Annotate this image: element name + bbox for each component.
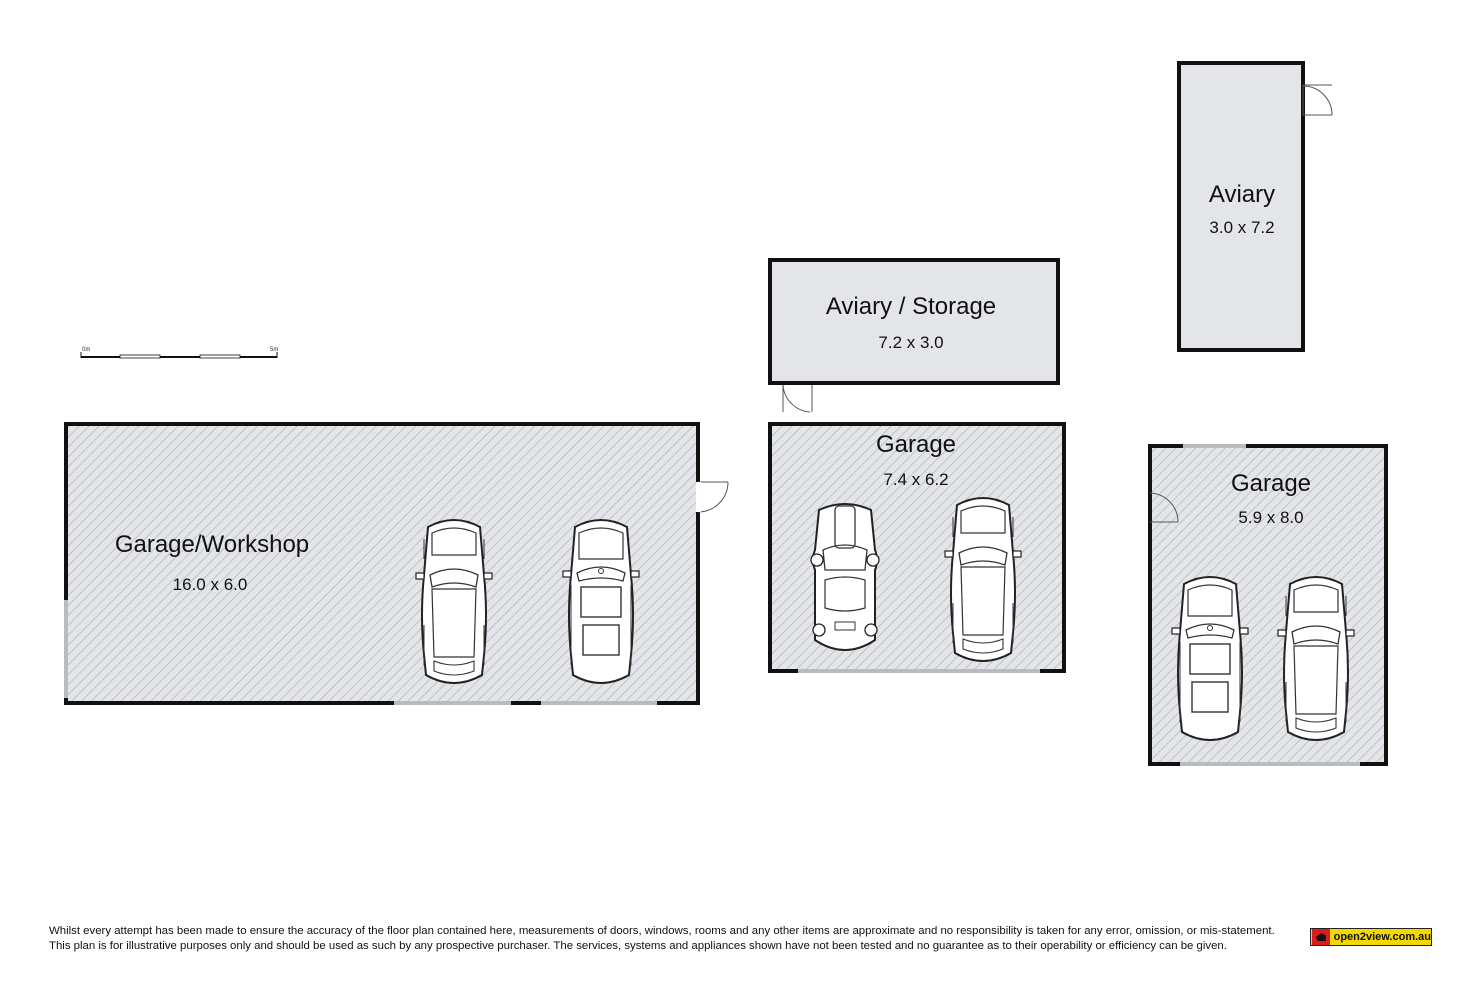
disclaimer-line-2: This plan is for illustrative purposes only and should be used as such by any prospective purchaser. The services, systems and appliances shown have not been tested and no guarantee as to their operability or efficiency can be given. bbox=[49, 940, 1227, 952]
room-garage-middle bbox=[770, 424, 1064, 671]
car-icon bbox=[945, 498, 1021, 661]
room-aviary bbox=[1179, 63, 1332, 350]
disclaimer bbox=[49, 924, 1299, 954]
room-garage-workshop bbox=[66, 424, 728, 703]
scale-start-label: 0m bbox=[82, 347, 91, 353]
room-name-garage-right: Garage bbox=[1230, 470, 1312, 497]
door-swing-icon bbox=[1303, 85, 1332, 115]
logo-mark-icon bbox=[1312, 929, 1330, 945]
room-name-garage-workshop: Garage/Workshop bbox=[114, 531, 310, 558]
room-aviary-storage bbox=[770, 260, 1058, 412]
car-icon bbox=[811, 504, 879, 650]
room-name-garage-middle: Garage bbox=[875, 431, 957, 458]
door-swing-icon bbox=[783, 385, 812, 412]
room-name-aviary-storage: Aviary / Storage bbox=[825, 293, 997, 320]
scale-end-label: 5m bbox=[270, 347, 279, 353]
door-swing-icon bbox=[696, 482, 728, 512]
scale-bar-icon bbox=[81, 347, 278, 358]
room-dims-aviary-storage: 7.2 x 3.0 bbox=[878, 333, 944, 352]
room-name-aviary: Aviary bbox=[1208, 181, 1276, 208]
logo-text: open2view.com.au bbox=[1333, 931, 1431, 943]
disclaimer-line-1: Whilst every attempt has been made to ensure the accuracy of the floor plan contained here, measurements of doors, windows, rooms and any other items are approximate and no responsibility is taken for any error, omission, or mis-statement. bbox=[49, 925, 1275, 937]
car-icon bbox=[1172, 577, 1248, 740]
room-dims-garage-workshop: 16.0 x 6.0 bbox=[172, 575, 248, 594]
room-garage-right bbox=[1150, 446, 1386, 764]
car-icon bbox=[1278, 577, 1354, 740]
room-dims-garage-right: 5.9 x 8.0 bbox=[1238, 508, 1304, 527]
car-icon bbox=[563, 520, 639, 683]
open2view-logo[interactable] bbox=[1310, 928, 1432, 946]
room-dims-garage-middle: 7.4 x 6.2 bbox=[883, 470, 949, 489]
car-icon bbox=[416, 520, 492, 683]
room-dims-aviary: 3.0 x 7.2 bbox=[1209, 218, 1275, 237]
